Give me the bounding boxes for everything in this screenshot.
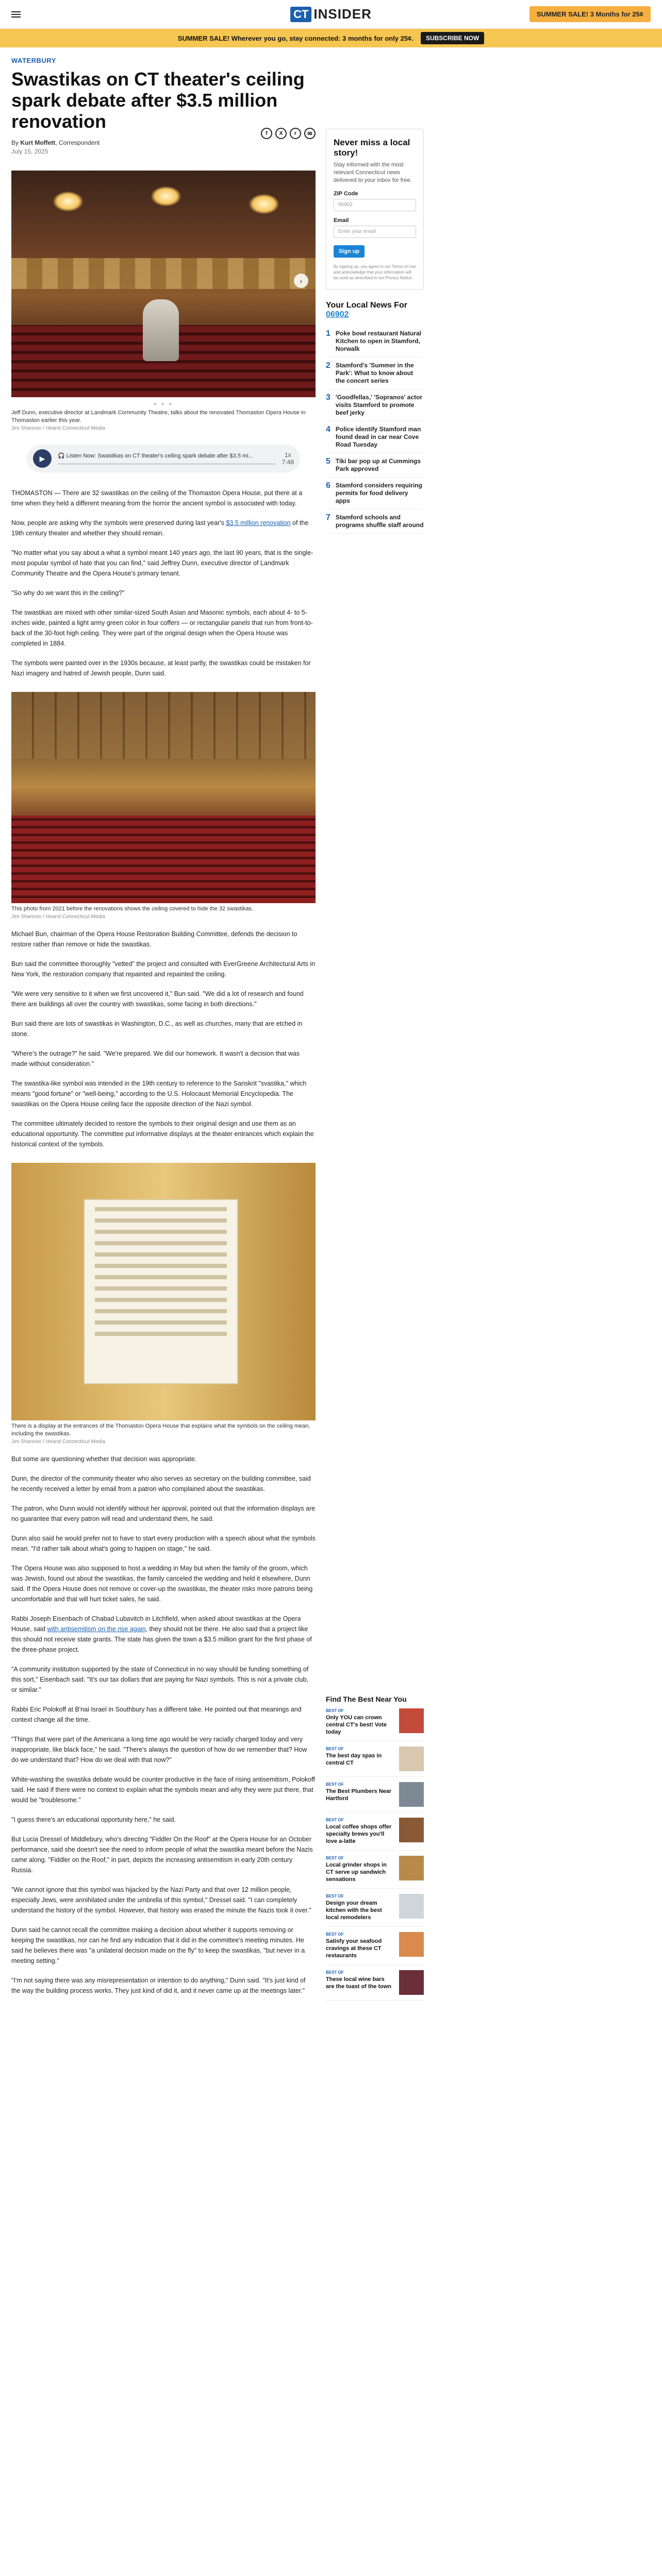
ceiling-panels [11,692,316,759]
item-tag: BEST OF [326,1856,344,1860]
paragraph: But Lucia Dressel of Middlebury, who's directing "Fiddler On the Roof" at the Opera House for an October performance, said she doesn't see the need to inform people of what the swastika meant before the Nazis came along. "Fiddler on the Roof," in part, depicts the increasing antisemitism in early 20th century Russia. [11,1836,313,1874]
item-title: Stamford's 'Summer in the Park': What to know about the concert series [335,362,414,384]
carousel-dots[interactable]: ● ● ● [153,401,174,407]
list-item[interactable] [326,358,424,389]
list-item[interactable] [326,421,424,453]
headphones-icon: 🎧 [58,453,65,459]
x-icon[interactable]: X [275,128,287,139]
ceiling-photo[interactable] [11,692,316,903]
paragraph: "I'm not saying there was any misrepresentation or intention to do anything," Dunn said. "It's just kind of the way the building process works. They just kind of did it, and it never came up at the meetings later." [11,1977,306,1994]
next-photo-arrow-icon[interactable]: › [294,274,308,288]
menu-icon[interactable] [11,11,21,18]
item-number: 7 [326,513,330,522]
byline-prefix: By [11,139,19,146]
chandelier-light [53,191,84,212]
theater-seats [11,816,316,903]
local-news-list [326,326,424,534]
newsletter-description: Stay informed with the most relevant Connecticut news delivered to your inbox for free. [334,162,412,183]
article-headline: Swastikas on CT theater's ceiling spark debate after $3.5 million renovation [11,69,305,132]
paragraph: THOMASTON — There are 32 swastikas on the ceiling of the Thomaston Opera House, put there at a time when they held a different meaning from the horror the ancient symbol is associated with today. [11,489,303,507]
author-name[interactable]: Kurt Moffett [20,139,56,146]
text-run: Rabbi Joseph Eisenbach of Chabad Lubavitch in Litchfield, when asked about swastikas at the Opera House, said [11,1615,301,1633]
list-item[interactable] [326,326,424,358]
paragraph: The swastikas are mixed with other similar-sized South Asian and Masonic symbols, each about 4- to 5-inches wide, painted a light army green color in four coffers — or rectangular panels that run from front-to-back of the 30-foot high ceiling. They were part of the original design when the Opera House was completed in 1884. [11,609,313,647]
paragraph: Michael Bun, chairman of the Opera House Restoration Building Committee, defends the decision to restore rather than remove or hide the swastikas. [11,930,297,948]
item-number: 3 [326,393,330,402]
paragraph: White-washing the swastika debate would be counter productive in the face of rising antisemitism, Polokoff said. He said if there were no context to explain what the symbols mean and why they were put there, that would be "troublesome." [11,1776,315,1804]
list-item[interactable] [326,1812,424,1851]
audio-player [27,445,300,472]
antisemitism-link[interactable]: with antisemitism on the rise again [47,1625,146,1633]
item-tag: BEST OF [326,1894,344,1899]
logo-ct: CT [290,7,311,22]
paragraph: The symbols were painted over in the 1930s because, at least partly, the swastikas could be mistaken for Nazi imagery and hatred of Jewish people, Dunn said. [11,659,311,677]
photo-caption: There is a display at the entrances of the Thomaston Opera House that explains what the symbols on the ceiling mean, including the swastikas. [11,1423,310,1437]
find-best-title: Find The Best Near You [326,1695,407,1703]
top-navigation-bar [0,0,662,29]
paragraph: The Opera House was also supposed to host a wedding in May but when the family of the groom, which was Jewish, found out about the swastikas, the family canceled the wedding and held it elsewhere, Dunn said. If the Opera House does not remove or cover-up the swastikas, the theater risks more patrons being uncomfortable and that will hurt ticket sales, he said. [11,1565,313,1603]
thumbnail [399,1894,424,1919]
list-item[interactable] [326,510,424,534]
list-item[interactable] [326,1777,424,1812]
site-logo[interactable] [290,6,372,22]
item-tag: BEST OF [326,1782,344,1787]
audio-progress-track[interactable] [58,463,276,465]
item-title: Tiki bar pop up at Cummings Park approved [335,457,421,472]
photo-credit: Jim Shannon / Hearst Connecticut Media [11,1439,105,1445]
list-item[interactable] [326,1889,424,1927]
paragraph: "Things that were part of the Americana a long time ago would be very racially charged today and very inappropriate, like black face," he said. "There's always the question of how do we remember that? How do we understand that? How do we deal with that now?" [11,1736,307,1764]
renovation-link[interactable]: $3.5 million renovation [226,519,291,527]
author-role: , Correspondent [55,139,100,146]
paragraph: The patron, who Dunn would not identify without her approval, pointed out that the information displays are no guarantee that every patron will read and understand them, he said. [11,1505,316,1522]
item-title: Satisfy your seafood cravings at these CT restaurants [326,1938,382,1959]
display-photo[interactable] [11,1163,316,1420]
paragraph: "So why do we want this in the ceiling?" [11,589,125,597]
audio-label: Listen Now: [66,453,96,459]
list-item[interactable] [326,1927,424,1965]
email-icon[interactable]: ✉ [304,128,316,139]
paragraph [11,1614,316,1655]
paragraph: Bun said the committee thoroughly "vetted" the project and consulted with EverGreene Architectural Arts in New York, the restoration company that repainted and repainted the ceiling. [11,960,316,978]
item-title: Design your dream kitchen with the best local remodelers [326,1900,382,1921]
local-news [326,301,424,534]
audio-meta [58,452,276,465]
audio-speed[interactable] [282,451,294,466]
lead-photo[interactable] [11,171,316,397]
paragraph: The swastika-like symbol was intended in the 19th century to reference to the Sanskrit "svastika," which means "good fortune" or "well-being," according to the U.S. Holocaust Memorial Encyclopedia. The swastikas on the Opera House ceiling face the opposite direction of the Nazi symbol. [11,1080,307,1108]
item-tag: BEST OF [326,1708,344,1713]
thumbnail [399,1747,424,1771]
item-title: The Best Plumbers Near Hartford [326,1788,392,1802]
photo-caption: This photo from 2021 before the renovations shows the ceiling covered to hide the 32 swastikas. [11,906,253,912]
list-item[interactable] [326,1851,424,1889]
item-title: Stamford considers requiring permits for food delivery apps [335,482,422,504]
paragraph: The committee ultimately decided to restore the symbols to their original design and use them as an educational opportunity. The committee put informative displays at the theater entrances which explain the historical context of the symbols. [11,1120,314,1148]
paragraph: "No matter what you say about a what a symbol meant 140 years ago, the last 90 years, that is the single-most popular symbol of hate that you can find," said Jeffrey Dunn, executive director of Landmark Community Theatre and the Opera House's primary tenant. [11,549,313,577]
chandelier-light [249,194,279,214]
photo-credit: Jim Shannon / Hearst Connecticut Media [11,426,105,431]
thumbnail [399,1818,424,1842]
newsletter-signup [326,129,424,290]
subscribe-now-button[interactable]: SUBSCRIBE NOW [421,32,484,44]
article-body [11,488,316,1996]
list-item[interactable] [326,1703,424,1741]
paragraph: "We cannot ignore that this symbol was hijacked by the Nazi Party and that over 12 million people, especially Jews, were annihilated under the umbrella of this symbol," Dressel said. "I can completely understand the history of the symbol. However, that history was erased the minute the Nazis took it over." [11,1886,311,1914]
thumbnail [399,1782,424,1807]
item-title: These local wine bars are the toast of the town [326,1976,392,1990]
balcony [11,258,316,289]
paragraph: Dunn also said he would prefer not to have to start every production with a speech about what the symbols mean. "I'd rather talk about what's going to happen on stage," he said. [11,1535,316,1552]
chandelier-light [151,186,181,207]
zip-label: ZIP Code [334,191,358,197]
paragraph: "Where's the outrage?" he said. "We're prepared. We did our homework. It wasn't a decision that was made without consideration." [11,1050,300,1067]
info-display-panel [84,1199,238,1384]
reddit-icon[interactable]: r [290,128,301,139]
text-run: , they should not be there. He also said that a project like this should not receive state grants. The state has given the town a $3.5 million grant for the first phase of the three-phase project. [11,1625,312,1653]
paragraph [11,518,316,538]
audio-title: Swastikas on CT theater's ceiling spark debate after $3.5 mi... [97,453,253,459]
list-item[interactable] [326,453,424,478]
paragraph: Rabbi Eric Polokoff at B'nai Israel in Southbury has a different take. He pointed out that meanings and context change all the time. [11,1706,302,1723]
newsletter-title: Never miss a local story! [334,138,410,158]
sale-banner-text: SUMMER SALE! Wherever you go, stay connected: 3 months for only 25¢. [177,34,413,42]
publish-date: July 15, 2025 [11,148,48,155]
paragraph: "We were very sensitive to it when we first uncovered it," Bun said. "We did a lot of research and found there are buildings all over the country with swastikas, some facing in both directions." [11,990,304,1008]
paragraph: But some are questioning whether that decision was appropriate. [11,1455,197,1463]
email-label: Email [334,217,349,224]
zip-field[interactable]: 06902 [334,199,416,211]
item-title: Local coffee shops offer specialty brews you'll love a-latte [326,1824,392,1844]
thumbnail [399,1932,424,1957]
seated-person [143,299,179,361]
thumbnail [399,1970,424,1995]
summer-sale-button[interactable]: SUMMER SALE! 3 Months for 25¢ [529,6,651,22]
item-tag: BEST OF [326,1932,344,1937]
article-kicker[interactable]: WATERBURY [11,57,56,64]
item-tag: BEST OF [326,1818,344,1822]
paragraph: Dunn, the director of the community theater who also serves as secretary on the building committee, said he recently received a letter by email from a patron who complained about the swastikas. [11,1475,311,1493]
list-item[interactable] [326,1741,424,1777]
paragraph: "I guess there's an educational opportunity here," he said. [11,1816,176,1823]
paragraph: "A community institution supported by the state of Connecticut in no way should be funding something of this sort," Eisenbach said. "It's our tax dollars that are paying for Nazi symbols. This is not a private club, or similar." [11,1666,309,1693]
audio-duration: 7:48 [282,459,294,466]
item-title: Only YOU can crown central CT's best! Vote today [326,1715,387,1735]
paragraph: Dunn said he cannot recall the committee making a decision about whether it supports removing or keeping the swastikas, nor can he find any indication that it did in the committee's meeting minutes. He said he believes there was "a unilateral decision made on the fly" to keep the swastikas, "but never in a meeting setting." [11,1926,305,1964]
local-news-title-text: Your Local News For [326,301,407,310]
article [11,57,316,1996]
item-title: 'Goodfellas,' 'Sopranos' actor visits Stamford to promote beef jerky [335,394,423,416]
zip-link[interactable]: 06902 [326,310,349,319]
thumbnail [399,1856,424,1880]
item-number: 1 [326,329,330,338]
text-run: Now, people are asking why the symbols were preserved during last year's [11,519,226,527]
photo-caption: Jeff Dunn, executive director at Landmark Community Theatre, talks about the renovated Thomaston Opera House in Thomaston earlier this year. [11,410,306,423]
logo-word: INSIDER [313,6,372,22]
item-title: Local grinder shops in CT serve up sandwich sensations [326,1862,387,1883]
photo-credit: Jim Shannon / Hearst Connecticut Media [11,914,105,920]
list-item[interactable] [326,389,424,421]
item-number: 2 [326,361,330,370]
speed-value: 1x [284,451,291,459]
local-news-title [326,301,424,319]
text-run: of the 19th century theater and whether they should remain. [11,519,309,537]
email-field[interactable]: Enter your email [334,226,416,238]
item-tag: BEST OF [326,1747,344,1751]
item-title: Stamford schools and programs shuffle staff around [335,514,424,529]
newsletter-legal: By signing up, you agree to our Terms of Use and acknowledge that your information will be used as described in our Privacy Notice. [334,264,416,280]
list-item[interactable] [326,1965,424,2001]
sale-banner [0,29,662,47]
thumbnail [399,1708,424,1733]
item-tag: BEST OF [326,1970,344,1975]
find-best-near-you [326,1695,424,2001]
item-title: The best day spas in central CT [326,1753,382,1766]
item-title: Poke bowl restaurant Natural Kitchen to open in Stamford, Norwalk [335,330,421,352]
paragraph: Bun said there are lots of swastikas in Washington, D.C., as well as churches, many that are etched in stone. [11,1020,303,1038]
sidebar [326,129,424,534]
list-item[interactable] [326,478,424,510]
share-buttons [261,128,316,139]
sign-up-button[interactable]: Sign up [334,245,365,258]
item-title: Police identify Stamford man found dead in car near Cove Road Tuesday [335,426,421,448]
item-number: 4 [326,425,330,434]
item-number: 6 [326,481,330,490]
play-icon[interactable]: ▶ [33,449,52,468]
item-number: 5 [326,457,330,466]
byline [11,139,316,146]
facebook-icon[interactable]: f [261,128,272,139]
